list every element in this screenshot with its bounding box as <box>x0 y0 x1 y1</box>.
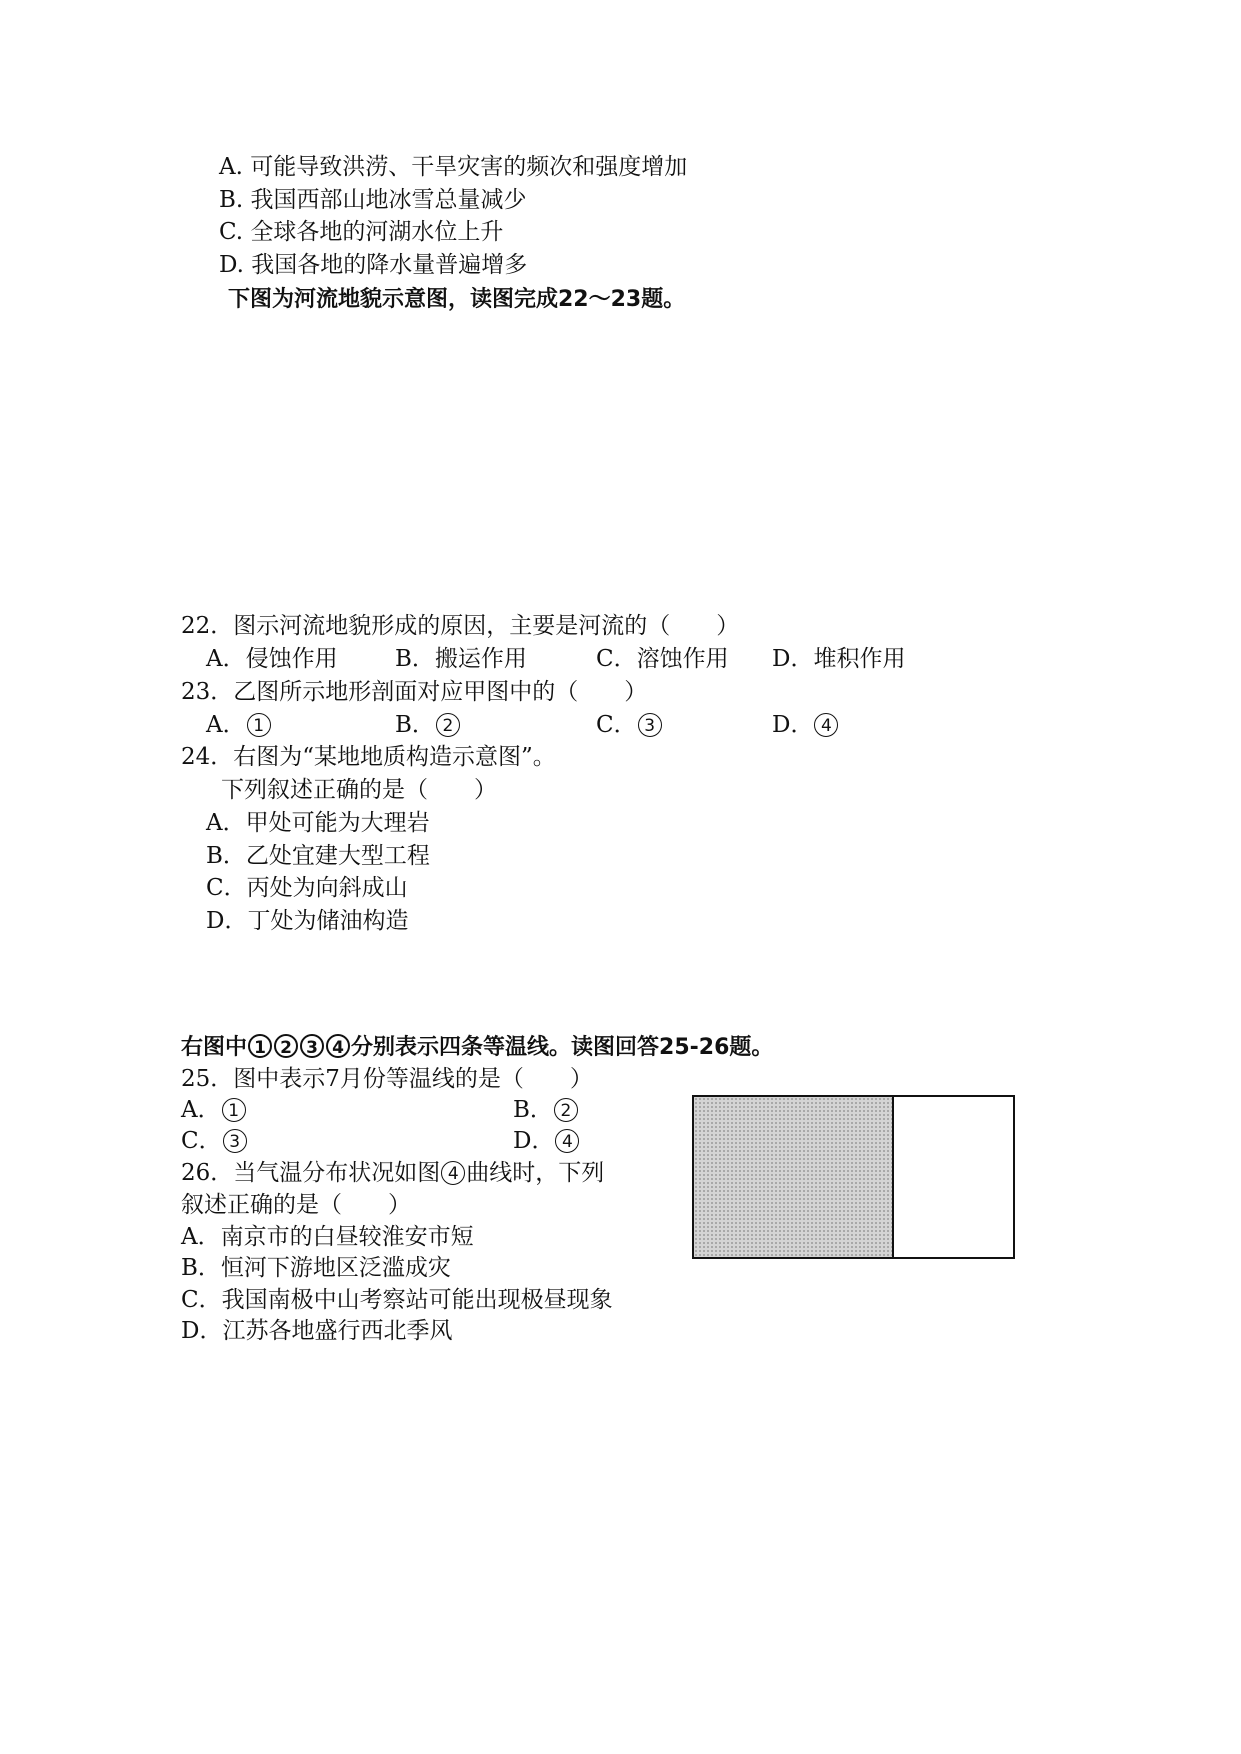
q24-stem-continued: 下列叙述正确的是（ ） <box>221 777 497 803</box>
q23-option-d-letter: D． <box>772 712 814 738</box>
q21-option-d: D. 我国各地的降水量普遍增多 <box>219 252 528 278</box>
q23-stem: 23．乙图所示地形剖面对应甲图中的（ ） <box>181 679 648 705</box>
q25-option-d-letter: D． <box>513 1128 555 1154</box>
isotherm-figure <box>692 1095 1015 1259</box>
q26-option-a: A．南京市的白昼较淮安市短 <box>181 1224 474 1250</box>
circled-number-2: 2 <box>554 1098 578 1122</box>
q25-option-b <box>513 1094 579 1126</box>
q22-option-a: A．侵蚀作用 <box>206 646 338 672</box>
land-shaded-area <box>694 1097 894 1257</box>
q21-option-c: C. 全球各地的河湖水位上升 <box>219 219 504 245</box>
section-intro-25-26-suffix: 分别表示四条等温线。读图回答25-26题。 <box>351 1035 774 1060</box>
circled-number-1: 1 <box>247 713 271 737</box>
q26-stem-continued: 叙述正确的是（ ） <box>181 1192 411 1218</box>
q23-option-c <box>596 709 663 741</box>
q23-option-b-letter: B． <box>395 712 435 738</box>
q26-stem <box>181 1157 604 1189</box>
q23-option-a-letter: A． <box>206 712 246 738</box>
q26-option-c: C．我国南极中山考察站可能出现极昼现象 <box>181 1287 613 1313</box>
circled-number-1: 1 <box>222 1098 246 1122</box>
q25-option-c <box>181 1125 248 1157</box>
q24-stem: 24．右图为“某地地质构造示意图”。 <box>181 744 556 770</box>
q24-option-b: B．乙处宜建大型工程 <box>206 843 430 869</box>
q26-option-b: B．恒河下游地区泛滥成灾 <box>181 1255 451 1281</box>
q26-option-d: D．江苏各地盛行西北季风 <box>181 1318 453 1344</box>
circled-number-4: 4 <box>814 713 838 737</box>
circled-number-4: 4 <box>555 1129 579 1153</box>
q23-option-a <box>206 709 272 741</box>
circled-number-1: 1 <box>248 1034 272 1058</box>
section-intro-25-26-prefix: 右图中 <box>181 1035 248 1060</box>
q22-option-c: C．溶蚀作用 <box>596 646 729 672</box>
q22-option-b: B．搬运作用 <box>395 646 527 672</box>
circled-number-4: 4 <box>326 1034 350 1058</box>
q25-option-d <box>513 1125 580 1157</box>
circled-number-4: 4 <box>441 1161 465 1185</box>
q23-option-d <box>772 709 839 741</box>
q21-option-b: B. 我国西部山地冰雪总量减少 <box>219 187 527 213</box>
section-intro-22-23: 下图为河流地貌示意图，读图完成22～23题。 <box>228 287 686 312</box>
q24-option-c: C．丙处为向斜成山 <box>206 875 408 901</box>
q26-stem-part2: 曲线时，下列 <box>466 1160 605 1186</box>
circled-number-3: 3 <box>300 1034 324 1058</box>
q21-option-a: A. 可能导致洪涝、干旱灾害的频次和强度增加 <box>219 154 688 180</box>
q25-option-a <box>181 1094 247 1126</box>
q26-stem-part1: 26．当气温分布状况如图 <box>181 1160 441 1186</box>
q25-option-b-letter: B． <box>513 1097 553 1123</box>
q22-stem: 22．图示河流地貌形成的原因，主要是河流的（ ） <box>181 613 740 639</box>
q23-option-c-letter: C． <box>596 712 637 738</box>
q24-option-d: D．丁处为储油构造 <box>206 908 409 934</box>
circled-number-3: 3 <box>638 713 662 737</box>
q23-option-b <box>395 709 461 741</box>
q25-stem: 25．图中表示7月份等温线的是（ ） <box>181 1066 593 1092</box>
q25-option-c-letter: C． <box>181 1128 222 1154</box>
circled-number-2: 2 <box>274 1034 298 1058</box>
circled-number-2: 2 <box>436 713 460 737</box>
circled-number-3: 3 <box>223 1129 247 1153</box>
section-intro-25-26 <box>181 1032 773 1064</box>
q24-option-a: A．甲处可能为大理岩 <box>206 810 430 836</box>
q22-option-d: D．堆积作用 <box>772 646 906 672</box>
q25-option-a-letter: A． <box>181 1097 221 1123</box>
